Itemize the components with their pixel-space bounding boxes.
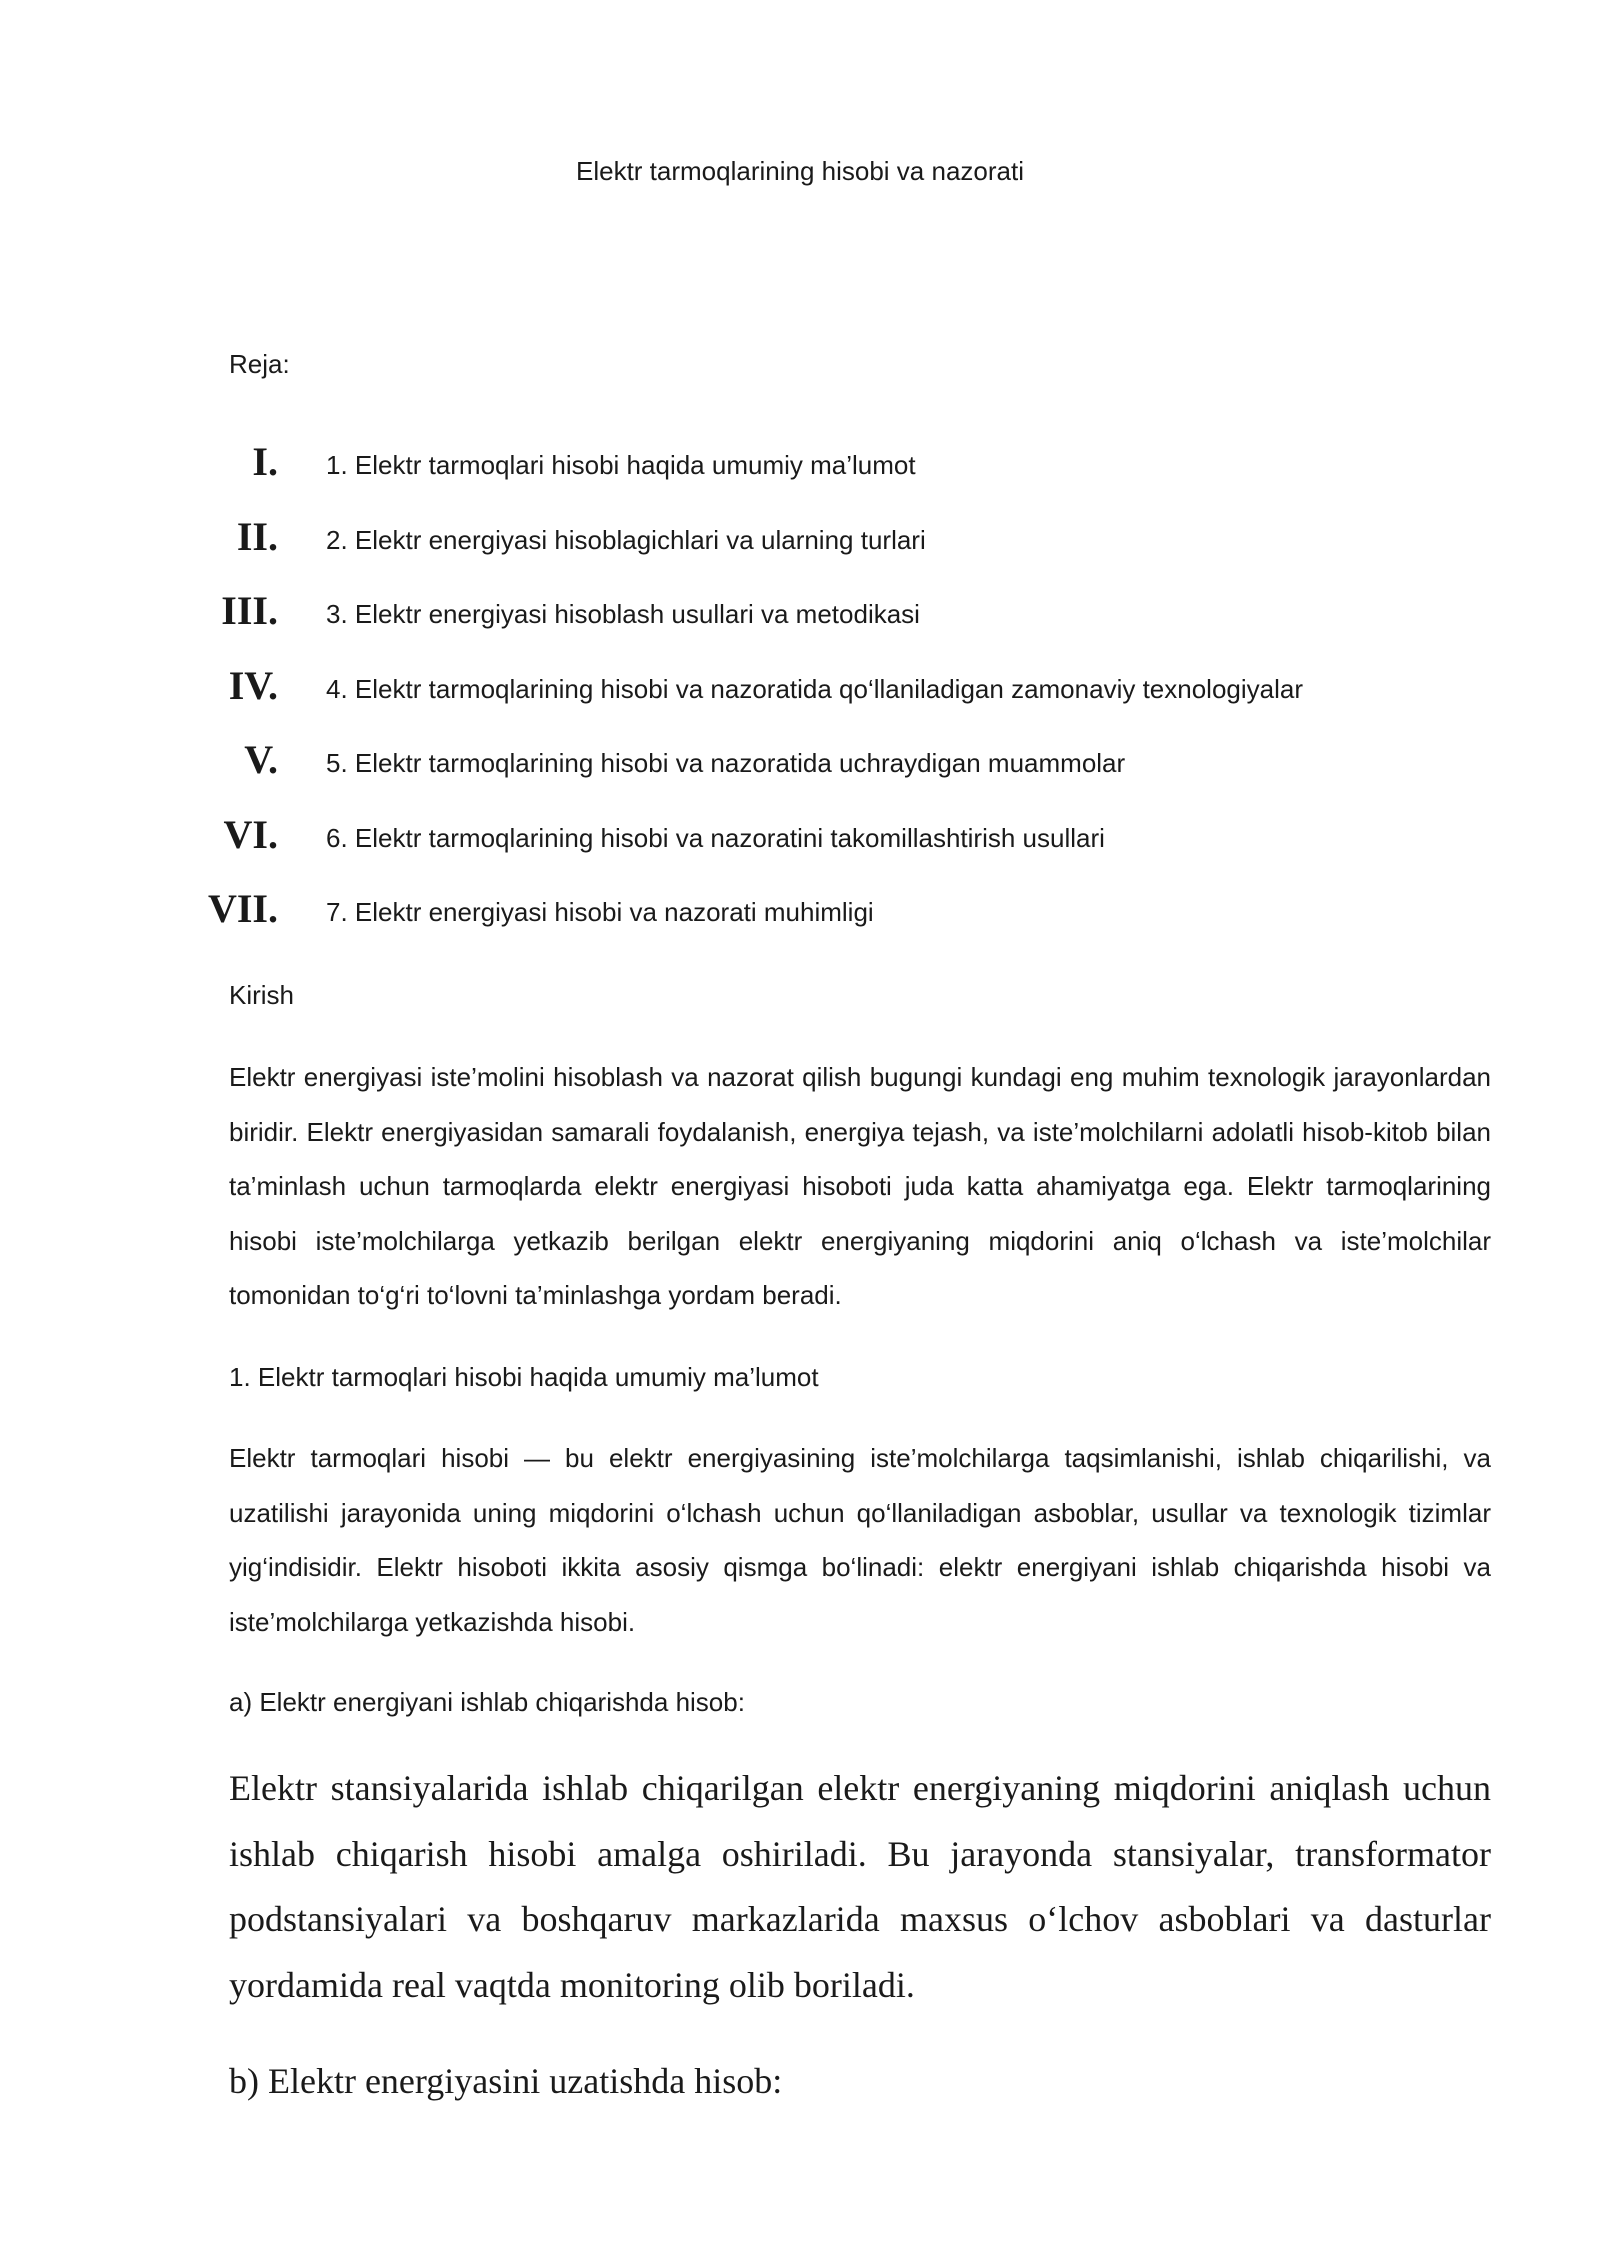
plan-item-numeral: VI.	[223, 811, 278, 857]
plan-item	[150, 500, 1450, 575]
plan-item	[150, 872, 1450, 947]
plan-item-text: 6. Elektr tarmoqlarining hisobi va nazoratini takomillashtirish usullari	[326, 822, 1105, 853]
plan-item	[150, 574, 1450, 649]
document-title: Elektr tarmoqlarining hisobi va nazorati	[576, 156, 1024, 186]
intro-heading: Kirish	[229, 980, 295, 1010]
plan-item	[150, 723, 1450, 798]
plan-list	[150, 425, 1450, 947]
plan-item-text: 1. Elektr tarmoqlari hisobi haqida umumiy ma’lumot	[326, 450, 916, 481]
plan-item-numeral: VII.	[207, 886, 278, 932]
subsection-a-heading: a) Elektr energiyani ishlab chiqarishda hisob:	[229, 1687, 745, 1717]
subsection-b-heading: b) Elektr energiyasini uzatishda hisob:	[229, 2061, 783, 2101]
plan-item-text: 5. Elektr tarmoqlarining hisobi va nazoratida uchraydigan muammolar	[326, 748, 1126, 779]
plan-item	[150, 798, 1450, 873]
plan-label: Reja:	[229, 349, 290, 379]
plan-item-text: 7. Elektr energiyasi hisobi va nazorati muhimligi	[326, 897, 874, 928]
plan-item-text: 3. Elektr energiyasi hisoblash usullari va metodikasi	[326, 599, 920, 630]
subsection-a-paragraph: Elektr stansiyalarida ishlab chiqarilgan elektr energiyaning miqdorini aniqlash uchun ishlab chiqarish hisobi amalga oshiriladi. Bu jarayonda stansiyalar, transformator podstansiyalari va boshqaruv markazlarida maxsus o‘lchov asboblari va dasturlar yordamida real vaqtda monitoring olib boriladi.	[229, 1768, 1491, 2005]
plan-item-text: 2. Elektr energiyasi hisoblagichlari va ularning turlari	[326, 524, 926, 555]
plan-item-text: 4. Elektr tarmoqlarining hisobi va nazoratida qo‘llaniladigan zamonaviy texnologiyalar	[326, 673, 1303, 704]
plan-item-numeral: II.	[236, 513, 278, 559]
plan-item	[150, 425, 1450, 500]
section1-paragraph: Elektr tarmoqlari hisobi — bu elektr energiyasining iste’molchilarga taqsimlanishi, ishlab chiqarilishi, va uzatilishi jarayonida uning miqdorini o‘lchash uchun qo‘llaniladigan asboblar, usullar va texnologik tizimlar yig‘indisidir. Elektr hisoboti ikkita asosiy qismga bo‘linadi: elektr energiyani ishlab chiqarishda hisobi va iste’molchilarga yetkazishda hisobi.	[229, 1443, 1491, 1637]
plan-item-numeral: IV.	[228, 662, 278, 708]
section1-heading: 1. Elektr tarmoqlari hisobi haqida umumiy ma’lumot	[229, 1362, 819, 1392]
plan-item-numeral: V.	[244, 737, 278, 783]
intro-paragraph: Elektr energiyasi iste’molini hisoblash va nazorat qilish bugungi kundagi eng muhim texnologik jarayonlardan biridir. Elektr energiyasidan samarali foydalanish, energiya tejash, va iste’molchilarni adolatli hisob-kitob bilan ta’minlash uchun tarmoqlarda elektr energiyasi hisoboti juda katta ahamiyatga ega. Elektr tarmoqlarining hisobi iste’molchilarga yetkazib berilgan elektr energiyaning miqdorini aniq o‘lchash va iste’molchilar tomonidan to‘g‘ri to‘lovni ta’minlashga yordam beradi.	[229, 1062, 1491, 1310]
plan-item-numeral: III.	[221, 588, 278, 634]
plan-item-numeral: I.	[252, 439, 278, 485]
plan-item	[150, 649, 1450, 724]
